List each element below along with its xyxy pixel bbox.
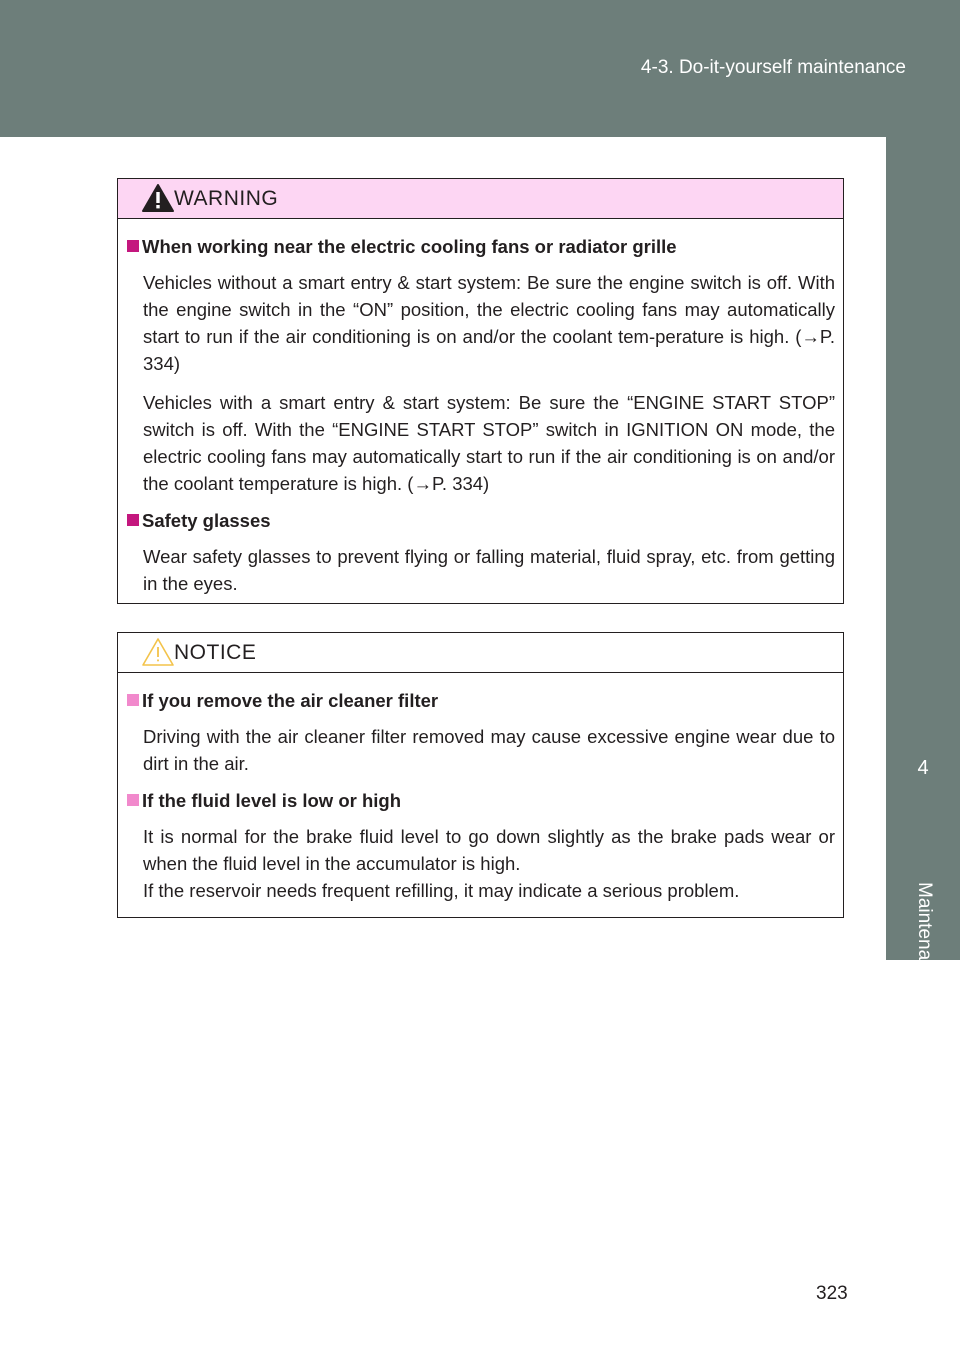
notice-panel bbox=[117, 632, 844, 918]
chapter-number: 4 bbox=[917, 757, 929, 779]
bullet-square-icon bbox=[127, 694, 139, 706]
warning-title: WARNING bbox=[174, 187, 279, 210]
bullet-square-icon bbox=[127, 794, 139, 806]
header-bar bbox=[0, 0, 960, 137]
warning-paragraph: Wear safety glasses to prevent flying or falling material, fluid spray, etc. from getting in the eyes. bbox=[143, 546, 835, 594]
notice-item-heading: If you remove the air cleaner filter bbox=[118, 689, 835, 713]
warning-panel-header bbox=[118, 179, 843, 219]
warning-paragraph: Vehicles without a smart entry & start system: Be sure the engine switch is off. With the engine switch in the “ON” position, the electric cooling fans may automatically start to run if the air conditioning is on and/or the coolant tem-perature is high. (→P. 334) bbox=[143, 272, 835, 374]
notice-paragraph: Driving with the air cleaner filter removed may cause excessive engine wear due to dirt in the air. bbox=[143, 726, 835, 774]
page-number: 323 bbox=[816, 1283, 848, 1304]
warning-item-heading: When working near the electric cooling fans or radiator grille bbox=[118, 235, 835, 259]
warning-panel bbox=[117, 178, 844, 604]
chapter-side-tab bbox=[886, 137, 960, 1071]
notice-item-heading: If the fluid level is low or high bbox=[118, 789, 835, 813]
warning-panel-body bbox=[118, 219, 843, 597]
warning-item-heading: Safety glasses bbox=[118, 509, 835, 533]
warning-triangle-icon bbox=[141, 183, 175, 213]
notice-triangle-icon bbox=[141, 637, 175, 667]
notice-panel-body bbox=[118, 673, 843, 904]
chapter-label: Maintenance and care bbox=[914, 882, 935, 1071]
notice-title: NOTICE bbox=[174, 641, 257, 664]
bullet-square-icon bbox=[127, 240, 139, 252]
notice-paragraph: If the reservoir needs frequent refilling, it may indicate a serious problem. bbox=[143, 880, 740, 901]
notice-panel-header bbox=[118, 633, 843, 673]
bullet-square-icon bbox=[127, 514, 139, 526]
section-title: 4-3. Do-it-yourself maintenance bbox=[640, 57, 906, 78]
warning-paragraph: Vehicles with a smart entry & start system: Be sure the “ENGINE START STOP” switch is off. With the “ENGINE START STOP” switch in IGNITION ON mode, the electric cooling fans may automatically start to run if the air conditioning is on and/or the coolant temperature is high. (→P. 334) bbox=[143, 392, 835, 494]
notice-paragraph: It is normal for the brake fluid level to go down slightly as the brake pads wear or when the fluid level in the accumulator is high. bbox=[143, 826, 835, 874]
